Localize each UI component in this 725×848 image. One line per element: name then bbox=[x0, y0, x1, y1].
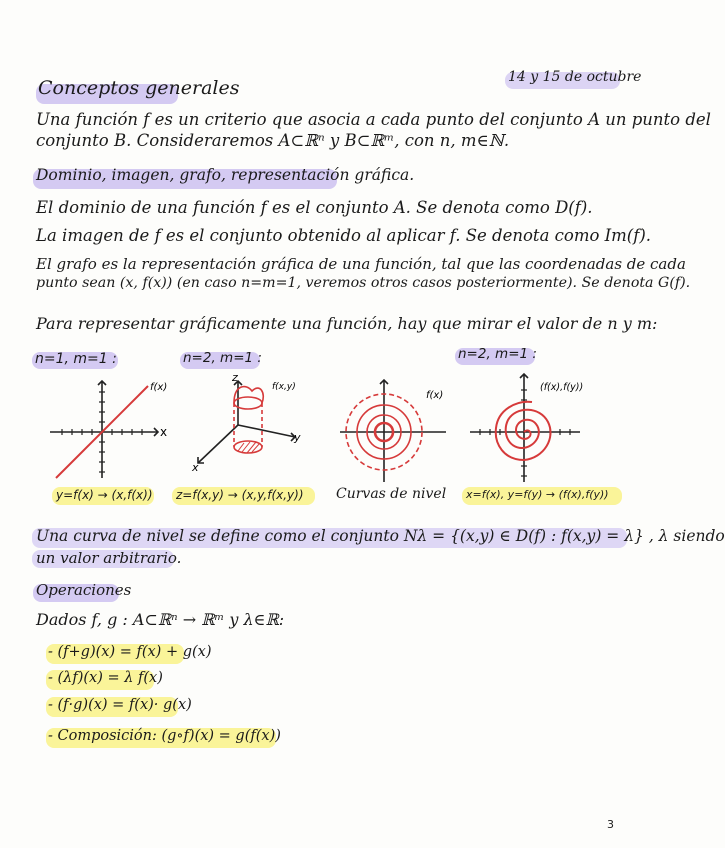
page-number: 3 bbox=[607, 818, 614, 831]
graph3-label-fx: f(x) bbox=[426, 390, 444, 401]
graph2-surface-plot bbox=[190, 371, 310, 485]
section-title-dominio: Dominio, imagen, grafo, representación gráfica. bbox=[36, 166, 415, 184]
graph1-label-x: x bbox=[160, 425, 168, 439]
representar-line: Para representar gráficamente una función, hay que mirar el valor de n y m: bbox=[36, 314, 658, 333]
intro-line-1: Una función f es un criterio que asocia a cada punto del conjunto A un punto del bbox=[36, 110, 711, 129]
graph4-spiral-plot bbox=[470, 370, 590, 485]
section-title-conceptos: Conceptos generales bbox=[38, 77, 240, 99]
curva-line-2: un valor arbitrario. bbox=[36, 549, 182, 567]
graph1-label-fx: f(x) bbox=[150, 382, 168, 393]
graph4-label-fxfy: (f(x),f(y)) bbox=[540, 382, 584, 393]
graph2-label-x: x bbox=[192, 461, 199, 474]
graph2-header: n=2, m=1 : bbox=[183, 350, 262, 366]
operation-sum: - (f+g)(x) = f(x) + g(x) bbox=[48, 644, 212, 660]
date-label: 14 y 15 de octubre bbox=[508, 69, 642, 85]
graph2-label-fxy: f(x,y) bbox=[272, 382, 296, 392]
graph2-caption: z=f(x,y) → (x,y,f(x,y)) bbox=[176, 488, 304, 502]
graph1-header: n=1, m=1 : bbox=[35, 351, 117, 367]
curva-line-1: Una curva de nivel se define como el conjunto Nλ = {(x,y) ∈ D(f) : f(x,y) = λ} , λ siendo bbox=[36, 527, 725, 545]
graph2-label-y: y bbox=[294, 431, 301, 444]
operation-product: - (f·g)(x) = f(x)· g(x) bbox=[48, 697, 192, 713]
operation-scalar: - (λf)(x) = λ f(x) bbox=[48, 670, 163, 686]
graph4-header: n=2, m=1 : bbox=[458, 346, 537, 362]
graph1-line-plot bbox=[50, 376, 170, 481]
graph4-spiral-curve bbox=[496, 402, 551, 460]
graph2-label-z: z bbox=[232, 371, 238, 384]
operation-composition: - Composición: (g∘f)(x) = g(f(x)) bbox=[48, 728, 281, 744]
graph3-caption: Curvas de nivel bbox=[336, 486, 447, 502]
graph4-caption: x=f(x), y=f(y) → (f(x),f(y)) bbox=[466, 488, 609, 501]
dominio-line: El dominio de una función f es el conjunto A. Se denota como D(f). bbox=[36, 198, 593, 217]
graph1-caption: y=f(x) → (x,f(x)) bbox=[56, 488, 153, 502]
grafo-line-2: punto sean (x, f(x)) (en caso n=m=1, veremos otros casos posteriormente). Se denota G(f). bbox=[36, 275, 691, 291]
dados-line: Dados f, g : A⊂ℝⁿ → ℝᵐ y λ∈ℝ: bbox=[36, 610, 285, 629]
intro-line-2: conjunto B. Consideraremos A⊂ℝⁿ y B⊂ℝᵐ, con n, m∈ℕ. bbox=[36, 131, 510, 150]
graph3-level-curves-plot bbox=[340, 376, 452, 486]
section-title-operaciones: Operaciones bbox=[36, 581, 132, 599]
imagen-line: La imagen de f es el conjunto obtenido al aplicar f. Se denota como Im(f). bbox=[36, 226, 652, 245]
grafo-line-1: El grafo es la representación gráfica de una función, tal que las coordenadas de cada bbox=[36, 255, 686, 273]
